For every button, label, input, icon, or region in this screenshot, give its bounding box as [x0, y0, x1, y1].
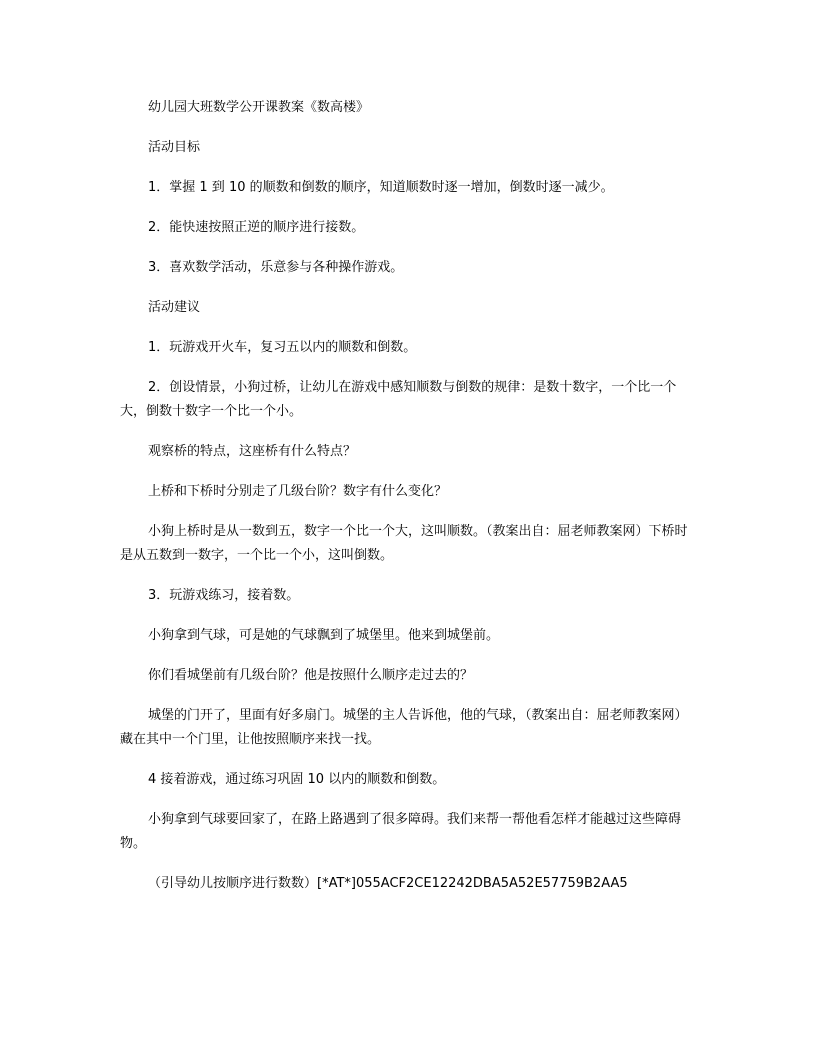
- paragraph-story-2: 城堡的门开了，里面有好多扇门。城堡的主人告诉他，他的气球，（教案出自：屈老师教案网）藏在其中一个门里，让他按照顺序来找一找。: [120, 708, 688, 747]
- step-item-3: 3．玩游戏练习，接着数。: [148, 588, 300, 603]
- goal-item-3: 3．喜欢数学活动，乐意参与各种操作游戏。: [148, 260, 404, 275]
- step-item-2: 2．创设情景，小狗过桥，让幼儿在游戏中感知顺数与倒数的规律：是数十数字，一个比一个大，倒数十数字一个比一个小。: [120, 380, 677, 419]
- step-item-4: 4 接着游戏，通过练习巩固 10 以内的顺数和倒数。: [148, 772, 446, 787]
- paragraph-question-1: 上桥和下桥时分别走了几级台阶？数字有什么变化？: [148, 484, 448, 499]
- section-heading-goals: 活动目标: [148, 140, 201, 155]
- paragraph-story-3: 小狗拿到气球要回家了，在路上路遇到了很多障碍。我们来帮一帮他看怎样才能越过这些障碍物。: [120, 812, 682, 851]
- document-title: 幼儿园大班数学公开课教案《数高楼》: [148, 100, 370, 115]
- section-heading-suggestions: 活动建议: [148, 300, 201, 315]
- step-item-1: 1．玩游戏开火车，复习五以内的顺数和倒数。: [148, 340, 417, 355]
- paragraph-story-1: 小狗拿到气球，可是她的气球飘到了城堡里。他来到城堡前。: [148, 628, 500, 643]
- paragraph-note: （引导幼儿按顺序进行数数）[*AT*]055ACF2CE12242DBA5A52E57759B2AA5: [148, 876, 628, 891]
- paragraph-question-2: 你们看城堡前有几级台阶？他是按照什么顺序走过去的？: [148, 668, 474, 683]
- paragraph-explain-1: 小狗上桥时是从一数到五，数字一个比一个大，这叫顺数。（教案出自：屈老师教案网）下桥时是从五数到一数字，一个比一个小，这叫倒数。: [120, 524, 688, 563]
- goal-item-2: 2．能快速按照正逆的顺序进行接数。: [148, 220, 365, 235]
- paragraph-observe: 观察桥的特点，这座桥有什么特点？: [148, 444, 357, 459]
- goal-item-1: 1．掌握 1 到 10 的顺数和倒数的顺序，知道顺数时逐一增加，倒数时逐一减少。: [148, 180, 614, 195]
